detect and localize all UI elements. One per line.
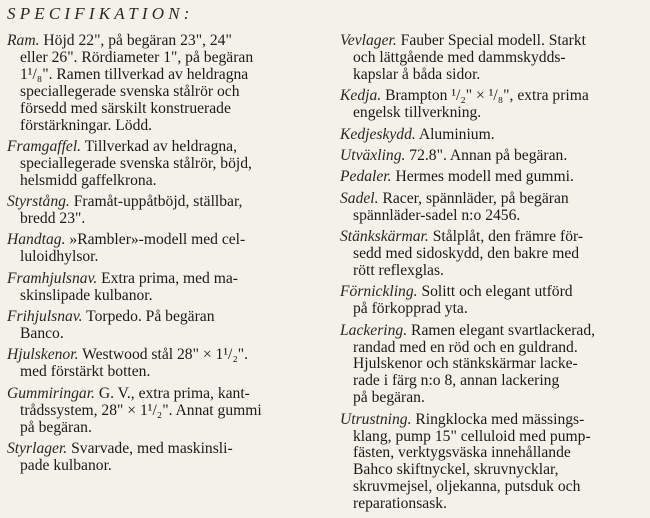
- spec-text: bredd 23".: [20, 210, 86, 228]
- spec-text: Svarvade, med maskinsli-: [71, 439, 233, 457]
- spec-text: Hjulskenor och stänkskärmar lacke-: [353, 355, 578, 373]
- spec-term: Gummiringar.: [7, 384, 95, 402]
- spec-text: Banco.: [20, 325, 64, 342]
- spec-text: engelsk tillverkning.: [353, 104, 482, 122]
- spec-entry: [7, 232, 325, 266]
- spec-line: [340, 429, 645, 446]
- spec-line: [7, 118, 325, 135]
- spec-line: [340, 496, 645, 513]
- spec-text: rött reflexglas.: [353, 261, 444, 279]
- spec-text: luloidhylsor.: [20, 248, 99, 266]
- spec-text: pade kulbanor.: [20, 456, 112, 474]
- spec-term: Ram.: [7, 32, 40, 49]
- spec-line: [340, 208, 645, 225]
- spec-line: [7, 249, 325, 266]
- spec-text: helsmidd gaffelkrona.: [20, 171, 157, 189]
- spec-term: Handtag.: [7, 231, 66, 249]
- spec-text: och lättgående med dammskydds-: [353, 48, 566, 66]
- spec-text: rade i färg n:o 8, annan lackering: [353, 372, 560, 390]
- spec-entry: [340, 148, 645, 165]
- spec-entry: [340, 412, 645, 513]
- spec-line: [7, 441, 325, 458]
- spec-line: [7, 84, 325, 101]
- spec-term: Kedja.: [340, 87, 382, 105]
- spec-text: Brampton ¹/₂" × ¹/₈", extra prima: [385, 87, 589, 105]
- spec-text: Tillverkad av heldragna,: [84, 137, 237, 155]
- spec-line: [7, 271, 325, 288]
- spec-text: på förkopprad yta.: [353, 300, 468, 318]
- spec-text: kapslar å båda sidor.: [353, 65, 481, 83]
- spec-text: G. V., extra prima, kant-: [98, 384, 250, 402]
- spec-text: Ramen elegant svartlackerad,: [411, 321, 596, 339]
- spec-line: [340, 390, 645, 407]
- spec-entry: [7, 194, 325, 228]
- spec-line: [7, 67, 325, 84]
- spec-text: Westwood stål 28" × 1¹/₂".: [82, 346, 249, 364]
- spec-text: spännläder-sadel n:o 2456.: [353, 206, 521, 224]
- spec-line: [7, 33, 325, 50]
- spec-text: Bahco skiftnyckel, skruvnycklar,: [353, 461, 559, 479]
- spec-line: [340, 479, 645, 496]
- spec-entry: [340, 127, 645, 144]
- spec-entry: [7, 441, 325, 475]
- spec-text: på begäran.: [20, 418, 92, 436]
- spec-term: Frihjulsnav.: [7, 308, 83, 326]
- spec-text: skruvmejsel, oljekanna, putsduk och: [353, 478, 581, 496]
- spec-entry: [340, 229, 645, 280]
- spec-line: [340, 191, 645, 208]
- spec-text: eller 26". Rördiameter 1", på begäran: [20, 48, 254, 66]
- spec-term: Sadel.: [340, 189, 379, 207]
- specification-heading: SPECIFIKATION:: [7, 4, 194, 23]
- spec-term: Vevlager.: [340, 32, 397, 49]
- spec-line: [7, 139, 325, 156]
- spec-line: [7, 101, 325, 118]
- spec-text: Solitt och elegant utförd: [421, 283, 573, 301]
- spec-line: [340, 340, 645, 357]
- spec-line: [7, 173, 325, 190]
- spec-term: Utrustning.: [340, 410, 412, 428]
- spec-line: [340, 301, 645, 318]
- spec-line: [340, 246, 645, 263]
- spec-entry: [340, 88, 645, 122]
- spec-term: Framgaffel.: [7, 137, 82, 155]
- right-column: [340, 33, 645, 518]
- spec-line: [340, 67, 645, 84]
- spec-line: [340, 88, 645, 105]
- spec-line: [7, 386, 325, 403]
- spec-line: [7, 194, 325, 211]
- spec-entry: [7, 139, 325, 190]
- spec-line: [340, 445, 645, 462]
- spec-term: Stänkskärmar.: [340, 228, 429, 246]
- spec-text: speciallegerade svenska stålrör och: [20, 82, 240, 100]
- spec-text: Torpedo. På begäran: [86, 308, 215, 326]
- spec-line: [7, 156, 325, 173]
- spec-term: Hjulskenor.: [7, 346, 79, 364]
- spec-text: trådssystem, 28" × 1¹/₂". Annat gummi: [20, 401, 262, 419]
- spec-line: [7, 458, 325, 475]
- spec-text: 1¹/₈". Ramen tillverkad av heldragna: [20, 65, 249, 83]
- spec-term: Lackering.: [340, 321, 408, 339]
- spec-text: reparationsask.: [353, 495, 447, 513]
- spec-term: Utväxling.: [340, 146, 406, 164]
- spec-text: sedd med sidoskydd, den bakre med: [353, 244, 580, 262]
- spec-term: Styrlager.: [7, 439, 68, 457]
- spec-line: [340, 412, 645, 429]
- spec-line: [340, 462, 645, 479]
- spec-line: [7, 403, 325, 420]
- spec-text: på begäran.: [353, 389, 425, 407]
- spec-entry: [7, 33, 325, 134]
- spec-entry: [340, 323, 645, 408]
- spec-line: [340, 169, 645, 186]
- spec-text: försedd med särskilt konstruerade: [20, 99, 231, 117]
- spec-line: [340, 127, 645, 144]
- spec-line: [7, 420, 325, 437]
- spec-line: [7, 309, 325, 326]
- spec-text: Stålplåt, den främre för-: [432, 228, 584, 246]
- spec-entry: [7, 386, 325, 437]
- spec-line: [7, 50, 325, 67]
- spec-entry: [340, 284, 645, 318]
- spec-entry: [340, 191, 645, 225]
- spec-line: [340, 373, 645, 390]
- spec-text: med förstärkt botten.: [20, 363, 151, 381]
- spec-text: Extra prima, med ma-: [101, 269, 238, 287]
- spec-line: [7, 232, 325, 249]
- left-column: [7, 33, 325, 479]
- spec-text: speciallegerade svenska stålrör, böjd,: [20, 154, 252, 172]
- spec-text: Fauber Special modell. Starkt: [400, 32, 586, 49]
- spec-line: [340, 105, 645, 122]
- spec-term: Förnickling.: [340, 283, 418, 301]
- spec-term: Styrstång.: [7, 193, 70, 211]
- spec-line: [7, 211, 325, 228]
- spec-term: Kedjeskydd.: [340, 125, 416, 143]
- spec-line: [7, 364, 325, 381]
- spec-entry: [7, 309, 325, 343]
- spec-entry: [7, 271, 325, 305]
- spec-term: Pedaler.: [340, 168, 392, 186]
- spec-entry: [340, 33, 645, 84]
- spec-entry: [340, 169, 645, 186]
- spec-text: 72.8". Annan på begäran.: [409, 146, 568, 164]
- spec-text: Racer, spännläder, på begäran: [382, 189, 569, 207]
- spec-line: [340, 33, 645, 50]
- spec-text: skinslipade kulbanor.: [20, 286, 153, 304]
- spec-text: klang, pump 15" celluloid med pump-: [353, 427, 591, 445]
- spec-line: [340, 50, 645, 67]
- spec-line: [7, 288, 325, 305]
- spec-entry: [7, 347, 325, 381]
- spec-text: Framåt-uppåtböjd, ställbar,: [73, 193, 243, 211]
- spec-line: [340, 148, 645, 165]
- spec-line: [340, 356, 645, 373]
- spec-text: »Rambler»-modell med cel-: [69, 231, 246, 249]
- spec-text: förstärkningar. Lödd.: [20, 116, 153, 134]
- spec-text: Ringklocka med mässings-: [415, 410, 585, 428]
- spec-term: Framhjulsnav.: [7, 269, 98, 287]
- spec-line: [340, 284, 645, 301]
- spec-text: randad med en röd och en guldrand.: [353, 338, 578, 356]
- spec-text: Aluminium.: [418, 125, 495, 143]
- spec-line: [340, 323, 645, 340]
- spec-text: fästen, verktygsväska innehållande: [353, 444, 571, 462]
- spec-text: Höjd 22", på begäran 23", 24": [43, 32, 232, 49]
- spec-text: Hermes modell med gummi.: [395, 168, 574, 186]
- spec-line: [7, 326, 325, 343]
- spec-line: [340, 263, 645, 280]
- spec-line: [7, 347, 325, 364]
- spec-line: [340, 229, 645, 246]
